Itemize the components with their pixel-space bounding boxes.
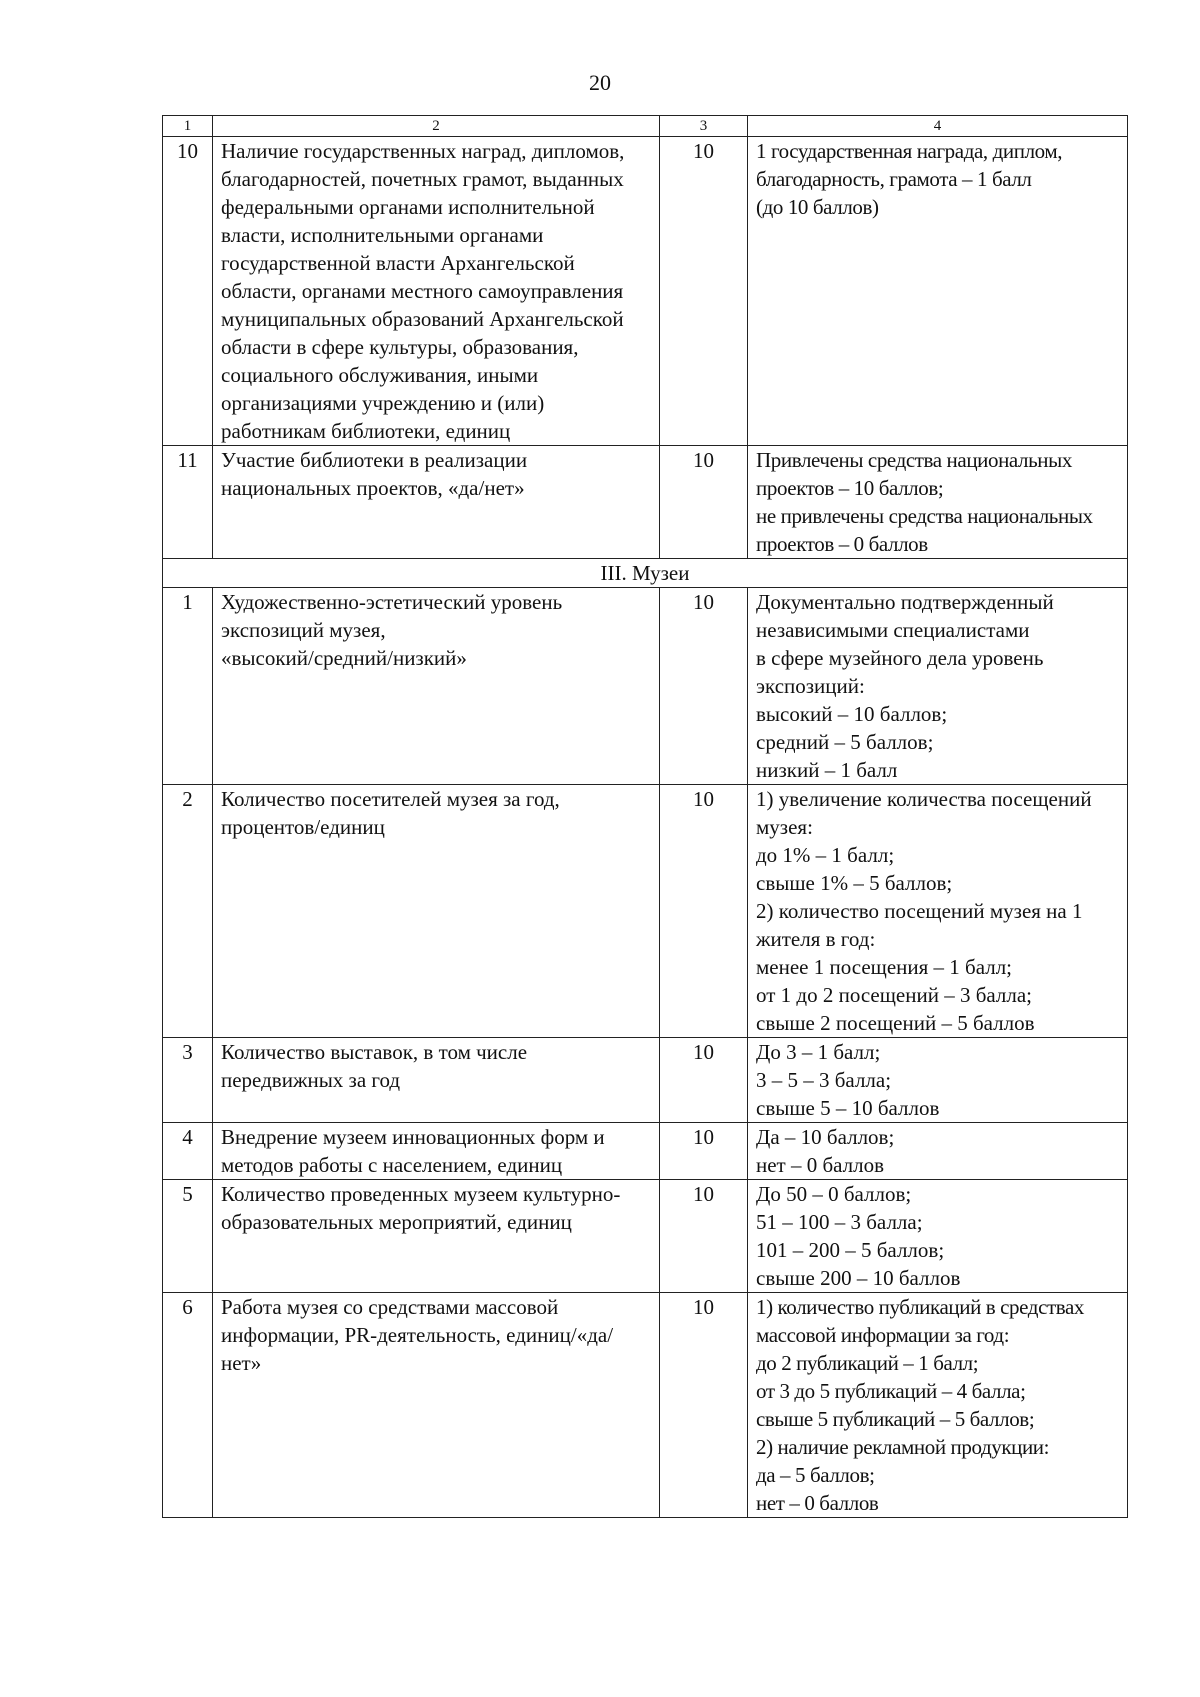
row-number: 6 [163,1293,213,1518]
table-row [163,1293,1128,1518]
scoring-rule: Да – 10 баллов; нет – 0 баллов [748,1123,1128,1180]
table-row [163,446,1128,559]
criterion-text: Наличие государственных наград, дипломов, благодарностей, почетных грамот, выданных федеральными органами исполнительной власти, исполнительными органами государственной власти Архангельской области, органами местного самоуправления муниципальных образований Архангельской области в сфере культуры, образования, социального обслуживания, иными организациями учреждению и (или) работникам библиотеки, единиц [213,137,660,446]
max-score: 10 [660,1123,748,1180]
scoring-rule: До 50 – 0 баллов; 51 – 100 – 3 балла; 101 – 200 – 5 баллов; свыше 200 – 10 баллов [748,1180,1128,1293]
max-score: 10 [660,785,748,1038]
header-col-3: 3 [660,116,748,137]
criterion-text: Количество посетителей музея за год, процентов/единиц [213,785,660,1038]
criterion-text: Художественно-эстетический уровень экспозиций музея, «высокий/средний/низкий» [213,588,660,785]
table-row [163,1038,1128,1123]
section-title: III. Музеи [163,559,1128,588]
row-number: 3 [163,1038,213,1123]
row-number: 5 [163,1180,213,1293]
table-row [163,1180,1128,1293]
max-score: 10 [660,1293,748,1518]
scoring-rule: 1 государственная награда, диплом, благодарность, грамота – 1 балл (до 10 баллов) [748,137,1128,446]
table-row [163,137,1128,446]
max-score: 10 [660,1038,748,1123]
max-score: 10 [660,588,748,785]
row-number: 11 [163,446,213,559]
row-number: 10 [163,137,213,446]
header-col-4: 4 [748,116,1128,137]
row-number: 2 [163,785,213,1038]
scoring-rule: 1) количество публикаций в средствах массовой информации за год: до 2 публикаций – 1 балл; от 3 до 5 публикаций – 4 балла; свыше 5 публикаций – 5 баллов; 2) наличие рекламной продукции: да – 5 баллов; нет – 0 баллов [748,1293,1128,1518]
scoring-rule: Привлечены средства национальных проектов – 10 баллов; не привлечены средства национальных проектов – 0 баллов [748,446,1128,559]
criterion-text: Количество проведенных музеем культурно-образовательных мероприятий, единиц [213,1180,660,1293]
header-col-1: 1 [163,116,213,137]
scoring-rule: Документально подтвержденный независимыми специалистами в сфере музейного дела уровень экспозиций: высокий – 10 баллов; средний – 5 баллов; низкий – 1 балл [748,588,1128,785]
max-score: 10 [660,137,748,446]
row-number: 1 [163,588,213,785]
header-col-2: 2 [213,116,660,137]
criterion-text: Участие библиотеки в реализации национальных проектов, «да/нет» [213,446,660,559]
criterion-text: Работа музея со средствами массовой информации, PR-деятельность, единиц/«да/нет» [213,1293,660,1518]
table-row [163,1123,1128,1180]
table-header-row [163,116,1128,137]
max-score: 10 [660,1180,748,1293]
table-row [163,785,1128,1038]
criterion-text: Внедрение музеем инновационных форм и методов работы с населением, единиц [213,1123,660,1180]
page-number: 20 [589,70,611,95]
scoring-rule: До 3 – 1 балл; 3 – 5 – 3 балла; свыше 5 – 10 баллов [748,1038,1128,1123]
scoring-rule: 1) увеличение количества посещений музея: до 1% – 1 балл; свыше 1% – 5 баллов; 2) количество посещений музея на 1 жителя в год: менее 1 посещения – 1 балл; от 1 до 2 посещений – 3 балла; свыше 2 посещений – 5 баллов [748,785,1128,1038]
criterion-text: Количество выставок, в том числе передвижных за год [213,1038,660,1123]
max-score: 10 [660,446,748,559]
criteria-table [162,115,1128,1518]
table-row [163,588,1128,785]
section-row [163,559,1128,588]
row-number: 4 [163,1123,213,1180]
